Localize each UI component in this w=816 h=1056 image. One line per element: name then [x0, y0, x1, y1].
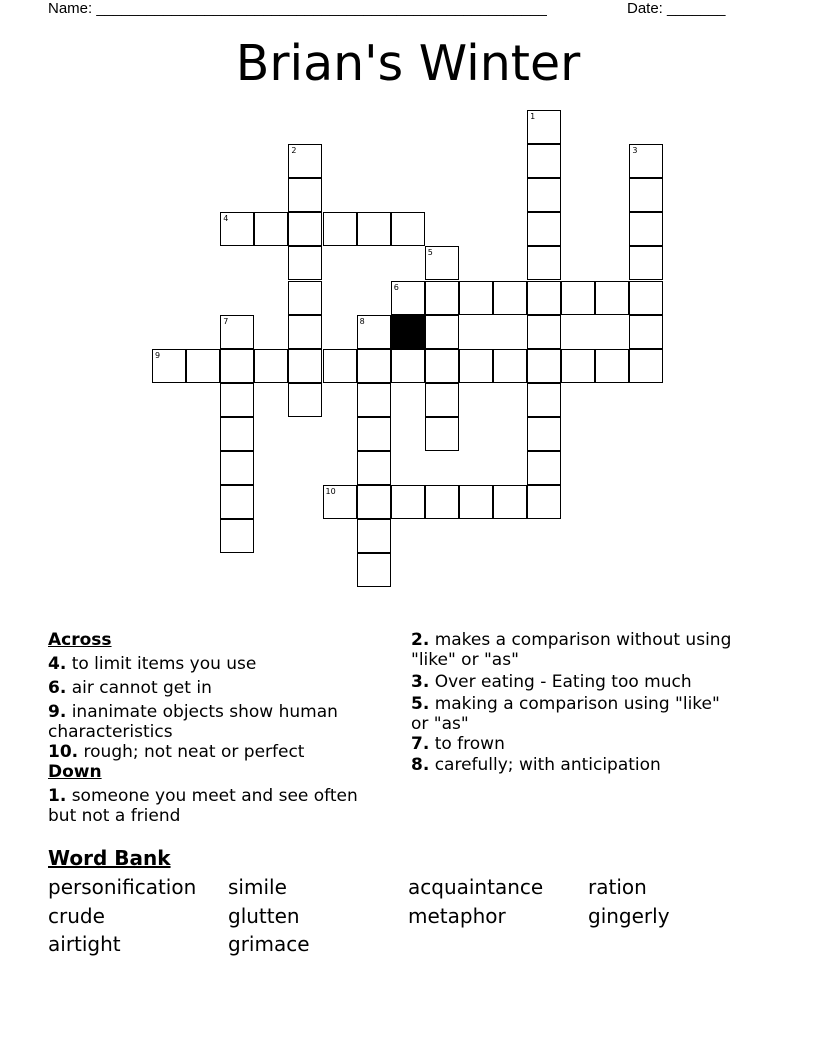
crossword-cell[interactable] — [493, 281, 527, 315]
crossword-cell[interactable] — [425, 315, 459, 349]
word-bank-item: acquaintance — [408, 875, 544, 899]
crossword-cell[interactable] — [288, 246, 322, 280]
word-bank-item: personification — [48, 875, 197, 899]
clue-text: carefully; with anticipation — [434, 755, 661, 775]
clue-down-3 — [411, 672, 751, 692]
clue-text: someone you meet and see often but not a friend — [48, 786, 358, 826]
crossword-cell[interactable] — [288, 212, 322, 246]
crossword-cell[interactable] — [357, 553, 391, 587]
crossword-cell[interactable] — [527, 144, 561, 178]
word-bank-item: airtight — [48, 932, 121, 956]
clue-across-4 — [48, 654, 368, 674]
word-bank-item: simile — [228, 875, 287, 899]
crossword-cell[interactable] — [527, 110, 561, 144]
clue-down-8 — [411, 755, 751, 775]
clue-number: 10. — [48, 742, 79, 762]
crossword-cell[interactable] — [152, 349, 186, 383]
word-bank-heading: Word Bank — [48, 846, 171, 870]
clues-left-column — [48, 630, 368, 826]
clue-down-5 — [411, 694, 741, 734]
cell-number: 9 — [155, 350, 161, 360]
crossword-cell[interactable] — [629, 315, 663, 349]
crossword-cell[interactable] — [493, 349, 527, 383]
crossword-cell[interactable] — [186, 349, 220, 383]
crossword-cell[interactable] — [561, 281, 595, 315]
clue-number: 9. — [48, 702, 67, 722]
word-bank-item: crude — [48, 904, 105, 928]
word-bank-item: glutten — [228, 904, 300, 928]
crossword-cell[interactable] — [493, 485, 527, 519]
crossword-cell[interactable] — [425, 383, 459, 417]
clue-down-7 — [411, 734, 751, 754]
crossword-cell[interactable] — [288, 144, 322, 178]
crossword-cell[interactable] — [288, 315, 322, 349]
clue-text: making a comparison using "like" or "as" — [411, 694, 720, 734]
crossword-cell[interactable] — [527, 212, 561, 246]
crossword-cell[interactable] — [391, 281, 425, 315]
crossword-cell[interactable] — [288, 281, 322, 315]
crossword-cell[interactable] — [459, 349, 493, 383]
crossword-cell[interactable] — [254, 349, 288, 383]
crossword-cell[interactable] — [357, 485, 391, 519]
crossword-cell[interactable] — [561, 349, 595, 383]
crossword-cell[interactable] — [527, 349, 561, 383]
crossword-cell[interactable] — [595, 349, 629, 383]
crossword-cell[interactable] — [391, 349, 425, 383]
crossword-cell[interactable] — [629, 349, 663, 383]
crossword-cell[interactable] — [220, 451, 254, 485]
crossword-cell[interactable] — [459, 485, 493, 519]
crossword-cell[interactable] — [357, 383, 391, 417]
crossword-cell[interactable] — [357, 519, 391, 553]
crossword-cell[interactable] — [220, 349, 254, 383]
cell-number: 8 — [359, 316, 365, 326]
crossword-cell[interactable] — [323, 212, 357, 246]
crossword-cell[interactable] — [629, 281, 663, 315]
clue-down-2 — [411, 630, 751, 670]
clue-text: inanimate objects show human characteristics — [48, 702, 338, 742]
date-field-label: Date: _______ — [627, 0, 726, 17]
word-bank-item: ration — [588, 875, 647, 899]
crossword-cell[interactable] — [323, 485, 357, 519]
crossword-cell[interactable] — [527, 178, 561, 212]
clue-text: to limit items you use — [71, 654, 257, 674]
clue-down-1 — [48, 786, 378, 826]
crossword-cell[interactable] — [425, 485, 459, 519]
clue-text: Over eating - Eating too much — [434, 672, 692, 692]
crossword-cell[interactable] — [220, 315, 254, 349]
cell-number: 10 — [325, 487, 336, 497]
clue-number: 3. — [411, 672, 430, 692]
down-heading: Down — [48, 762, 102, 782]
crossword-cell[interactable] — [629, 212, 663, 246]
crossword-cell[interactable] — [527, 315, 561, 349]
crossword-cell[interactable] — [357, 212, 391, 246]
crossword-cell[interactable] — [288, 383, 322, 417]
crossword-cell[interactable] — [391, 212, 425, 246]
crossword-cell[interactable] — [595, 281, 629, 315]
crossword-cell[interactable] — [357, 349, 391, 383]
cell-number: 3 — [632, 146, 638, 156]
crossword-cell[interactable] — [425, 246, 459, 280]
crossword-cell[interactable] — [527, 383, 561, 417]
clue-text: air cannot get in — [71, 678, 212, 698]
crossword-cell[interactable] — [220, 485, 254, 519]
crossword-cell[interactable] — [220, 383, 254, 417]
clues-right-column — [411, 630, 751, 775]
crossword-cell[interactable] — [220, 417, 254, 451]
clue-number: 5. — [411, 694, 430, 714]
cell-number: 1 — [530, 112, 536, 121]
word-bank-item: gingerly — [588, 904, 670, 928]
clue-number: 4. — [48, 654, 67, 674]
cell-number: 5 — [427, 248, 433, 258]
crossword-cell[interactable] — [288, 178, 322, 212]
crossword-cell[interactable] — [629, 144, 663, 178]
word-bank-item: grimace — [228, 932, 310, 956]
crossword-cell[interactable] — [425, 417, 459, 451]
crossword-cell[interactable] — [527, 417, 561, 451]
crossword-cell[interactable] — [527, 451, 561, 485]
word-bank-item: metaphor — [408, 904, 506, 928]
cell-number: 7 — [223, 316, 229, 326]
crossword-cell[interactable] — [357, 315, 391, 349]
crossword-cell[interactable] — [254, 212, 288, 246]
crossword-cell[interactable] — [629, 178, 663, 212]
crossword-cell[interactable] — [527, 281, 561, 315]
clue-text: makes a comparison without using "like" or "as" — [411, 630, 732, 670]
clue-across-6 — [48, 678, 368, 698]
clue-across-10 — [48, 742, 368, 762]
cell-number: 2 — [291, 146, 297, 156]
page-title: Brian's Winter — [235, 35, 581, 92]
crossword-cell[interactable] — [629, 246, 663, 280]
crossword-cell[interactable] — [425, 281, 459, 315]
crossword-cell[interactable] — [391, 485, 425, 519]
crossword-cell[interactable] — [357, 417, 391, 451]
crossword-cell[interactable] — [357, 451, 391, 485]
crossword-cell[interactable] — [288, 349, 322, 383]
crossword-black-cell — [391, 315, 425, 349]
name-field-label: Name: ______________________________________________________ — [48, 0, 547, 17]
crossword-cell[interactable] — [425, 349, 459, 383]
across-heading: Across — [48, 630, 112, 650]
cell-number: 4 — [223, 214, 229, 224]
crossword-cell[interactable] — [323, 349, 357, 383]
clue-across-9 — [48, 702, 353, 742]
crossword-cell[interactable] — [220, 212, 254, 246]
clue-number: 7. — [411, 734, 430, 754]
clue-number: 6. — [48, 678, 67, 698]
clue-number: 1. — [48, 786, 67, 806]
crossword-cell[interactable] — [459, 281, 493, 315]
clue-number: 2. — [411, 630, 430, 650]
cell-number: 6 — [393, 282, 399, 292]
crossword-cell[interactable] — [527, 246, 561, 280]
crossword-cell[interactable] — [220, 519, 254, 553]
clue-text: to frown — [434, 734, 505, 754]
clue-number: 8. — [411, 755, 430, 775]
crossword-cell[interactable] — [527, 485, 561, 519]
clue-text: rough; not neat or perfect — [83, 742, 305, 762]
